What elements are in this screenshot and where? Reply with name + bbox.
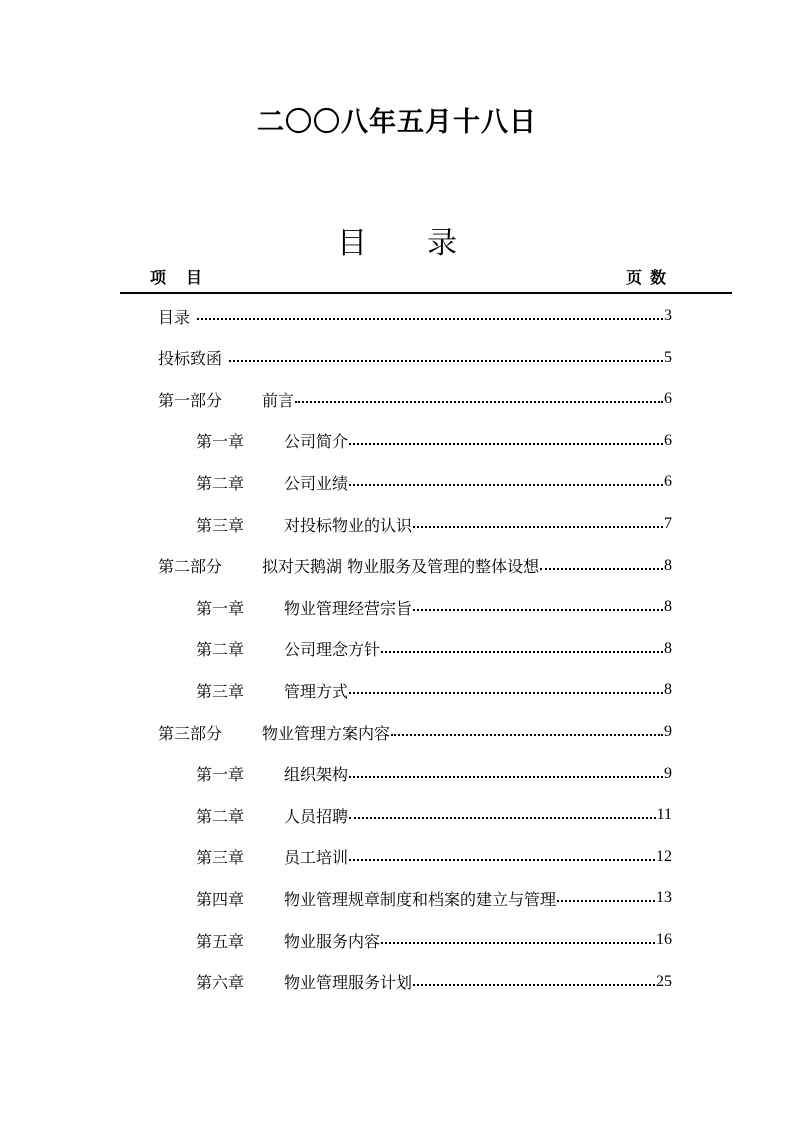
toc-entry-number: 第一部分 [158,390,223,410]
toc-entry[interactable] [196,924,672,956]
toc-entry-leader [381,942,655,944]
toc-entry-number: 第三部分 [158,723,223,743]
toc-entry-title: 物业管理方案内容 [262,723,391,743]
toc-entry-leader [413,984,655,986]
toc-entry[interactable] [196,841,672,873]
toc-entry-leader [557,900,655,902]
header-rule [120,292,732,294]
toc-entry-title: 对投标物业的认识 [284,515,413,535]
toc-entry-number: 第二部分 [158,557,223,577]
toc-entry-page: 12 [656,847,672,865]
toc-entry-number: 第五章 [196,931,245,951]
toc-entry[interactable] [196,799,672,831]
toc-entry[interactable] [196,966,672,998]
toc-entry-title: 物业管理规章制度和档案的建立与管理 [284,889,557,909]
toc-title: 目录 [337,226,517,261]
toc-entry-number: 第三章 [196,681,245,701]
toc-entry[interactable] [196,508,672,540]
toc-entry-title: 前言 [262,390,295,410]
toc-entry-page: 8 [664,598,672,616]
toc-entry-title: 组织架构 [284,765,349,785]
toc-entry-title: 物业管理经营宗旨 [284,598,413,618]
toc-entry-page: 6 [664,390,672,408]
toc-entry-leader [391,734,663,736]
toc-entry-title: 公司业绩 [284,473,349,493]
toc-entry-title: 拟对天鹅湖 物业服务及管理的整体设想 [262,557,540,577]
toc-entry-leader [349,817,656,819]
toc-entry-page: 9 [664,723,672,740]
toc-entry[interactable] [158,550,672,582]
toc-entry-page: 16 [656,931,672,948]
toc-entry-title: 物业管理服务计划 [284,973,413,993]
toc-entry-page: 8 [664,639,672,657]
toc-entry-title: 物业服务内容 [284,931,381,951]
toc-column-page: 页数 [626,268,675,287]
toc-entry-page: 8 [664,681,672,699]
toc-column-item: 项目 [150,268,223,287]
toc-entry[interactable] [196,425,672,457]
document-date: 二〇〇八年五月十八日 [257,107,537,138]
toc-entry-page: 6 [664,473,672,491]
toc-entry-title: 公司理念方针 [284,640,381,660]
toc-entry[interactable] [196,758,672,790]
toc-entry-page: 3 [664,307,672,324]
toc-entry-leader [349,859,655,861]
toc-entry-leader [295,401,663,403]
toc-entry-number: 第一章 [196,598,245,618]
toc-entry[interactable] [196,633,672,665]
toc-entry[interactable] [158,342,672,374]
toc-entry-page: 7 [664,515,672,532]
toc-entry-leader [349,692,663,694]
toc-entry[interactable] [158,716,672,748]
toc-entry-leader [197,318,663,320]
toc-entry-number: 第一章 [196,432,245,452]
toc-entry[interactable] [196,882,672,914]
toc-entry-number: 第三章 [196,515,245,535]
toc-entry-leader [413,609,663,611]
toc-entry-number: 第四章 [196,889,245,909]
toc-entry-leader [349,776,663,778]
toc-entry[interactable] [196,674,672,706]
toc-entry-number: 第二章 [196,473,245,493]
toc-entry-leader [413,526,663,528]
toc-entry-number: 第一章 [196,765,245,785]
toc-entry-number: 目录 [158,307,191,327]
toc-entry-leader [229,360,663,362]
toc-entry[interactable] [196,466,672,498]
toc-entry-title: 公司简介 [284,432,349,452]
toc-entry-page: 11 [656,806,672,824]
toc-entry-leader [540,568,663,570]
toc-entry[interactable] [158,300,672,332]
toc-entry-leader [381,651,663,653]
toc-entry[interactable] [158,383,672,415]
toc-entry-number: 第二章 [196,806,245,826]
toc-entry-number: 投标致函 [158,349,223,369]
toc-entry[interactable] [196,591,672,623]
toc-entry-leader [349,443,663,445]
toc-entry-title: 管理方式 [284,681,349,701]
toc-entry-number: 第二章 [196,640,245,660]
toc-entry-page: 8 [664,556,672,574]
toc-entry-page: 25 [656,972,672,990]
toc-entry-page: 6 [664,431,672,449]
toc-entry-page: 5 [664,348,672,366]
toc-entry-number: 第三章 [196,848,245,868]
toc-entry-leader [349,484,663,486]
toc-entry-title: 员工培训 [284,848,349,868]
toc-entry-number: 第六章 [196,973,245,993]
toc-entry-title: 人员招聘 [284,806,349,826]
toc-entry-page: 13 [656,889,672,907]
toc-entry-page: 9 [664,764,672,782]
